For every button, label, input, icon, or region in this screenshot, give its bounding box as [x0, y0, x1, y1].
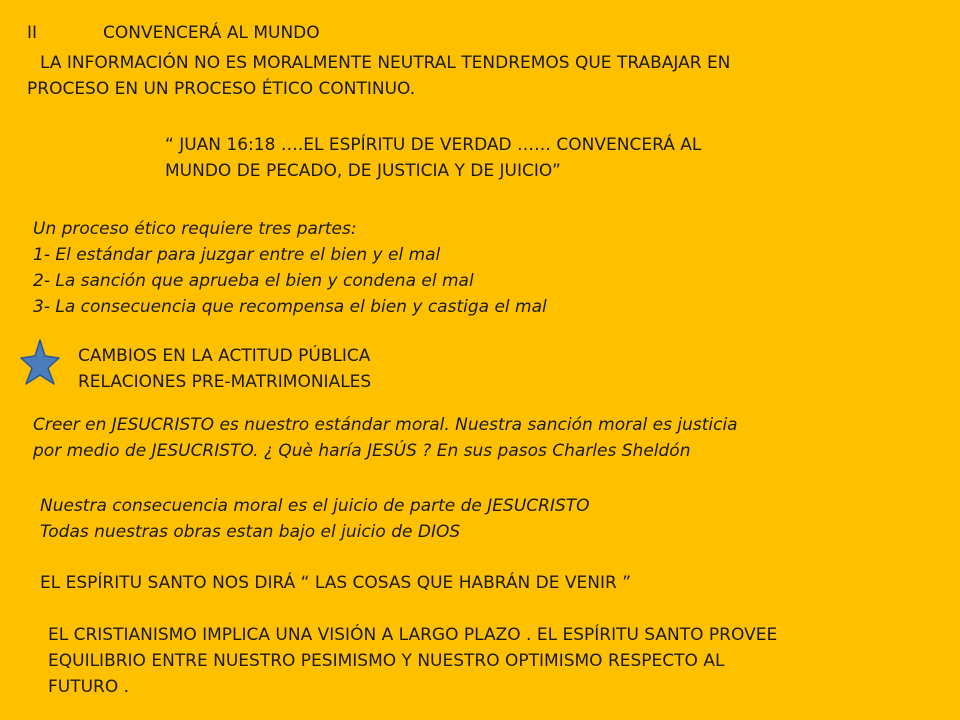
star-icon — [19, 338, 61, 386]
attitude-line-1: CAMBIOS EN LA ACTITUD PÚBLICA — [78, 346, 371, 366]
heading-number: II — [27, 23, 38, 43]
consequence-line-1: Nuestra consecuencia moral es el juicio de parte de JESUCRISTO — [40, 496, 590, 516]
consequence-line-2: Todas nuestras obras estan bajo el juicio de DIOS — [40, 522, 461, 542]
ethical-process-list — [33, 216, 547, 320]
christianity-paragraph — [48, 622, 777, 700]
slide-heading — [27, 20, 320, 46]
standard-line-2: por medio de JESUCRISTO. ¿ Què haría JESÚS ? En sus pasos Charles Sheldón — [33, 441, 691, 461]
moral-consequence-paragraph — [40, 493, 590, 545]
process-item-2: 2- La sanción que aprueba el bien y condena el mal — [33, 271, 474, 291]
moral-standard-paragraph — [33, 412, 738, 464]
christianity-line-3: FUTURO . — [48, 677, 130, 697]
christianity-line-1: EL CRISTIANISMO IMPLICA UNA VISIÓN A LARGO PLAZO . EL ESPÍRITU SANTO PROVEE — [48, 625, 778, 645]
holy-spirit-statement — [40, 570, 631, 596]
public-attitude-changes — [78, 343, 371, 395]
christianity-line-2: EQUILIBRIO ENTRE NUESTRO PESIMISMO Y NUESTRO OPTIMISMO RESPECTO AL — [48, 651, 725, 671]
process-item-3: 3- La consecuencia que recompensa el bien y castiga el mal — [33, 297, 547, 317]
spirit-line-1: EL ESPÍRITU SANTO NOS DIRÁ “ LAS COSAS QUE HABRÁN DE VENIR ” — [40, 573, 631, 593]
info-line-1: LA INFORMACIÓN NO ES MORALMENTE NEUTRAL TENDREMOS QUE TRABAJAR EN — [40, 53, 731, 73]
info-line-2: PROCESO EN UN PROCESO ÉTICO CONTINUO. — [27, 79, 416, 99]
standard-line-1: Creer en JESUCRISTO es nuestro estándar moral. Nuestra sanción moral es justicia — [33, 415, 738, 435]
quote-line-1: “ JUAN 16:18 ….EL ESPÍRITU DE VERDAD …… CONVENCERÁ AL — [165, 135, 702, 155]
heading-title: CONVENCERÁ AL MUNDO — [103, 23, 320, 43]
quote-line-2: MUNDO DE PECADO, DE JUSTICIA Y DE JUICIO” — [165, 161, 561, 181]
information-paragraph — [27, 50, 730, 102]
process-intro: Un proceso ético requiere tres partes: — [33, 219, 357, 239]
scripture-quote — [165, 132, 701, 184]
attitude-line-2: RELACIONES PRE-MATRIMONIALES — [78, 372, 372, 392]
process-item-1: 1- El estándar para juzgar entre el bien y el mal — [33, 245, 441, 265]
